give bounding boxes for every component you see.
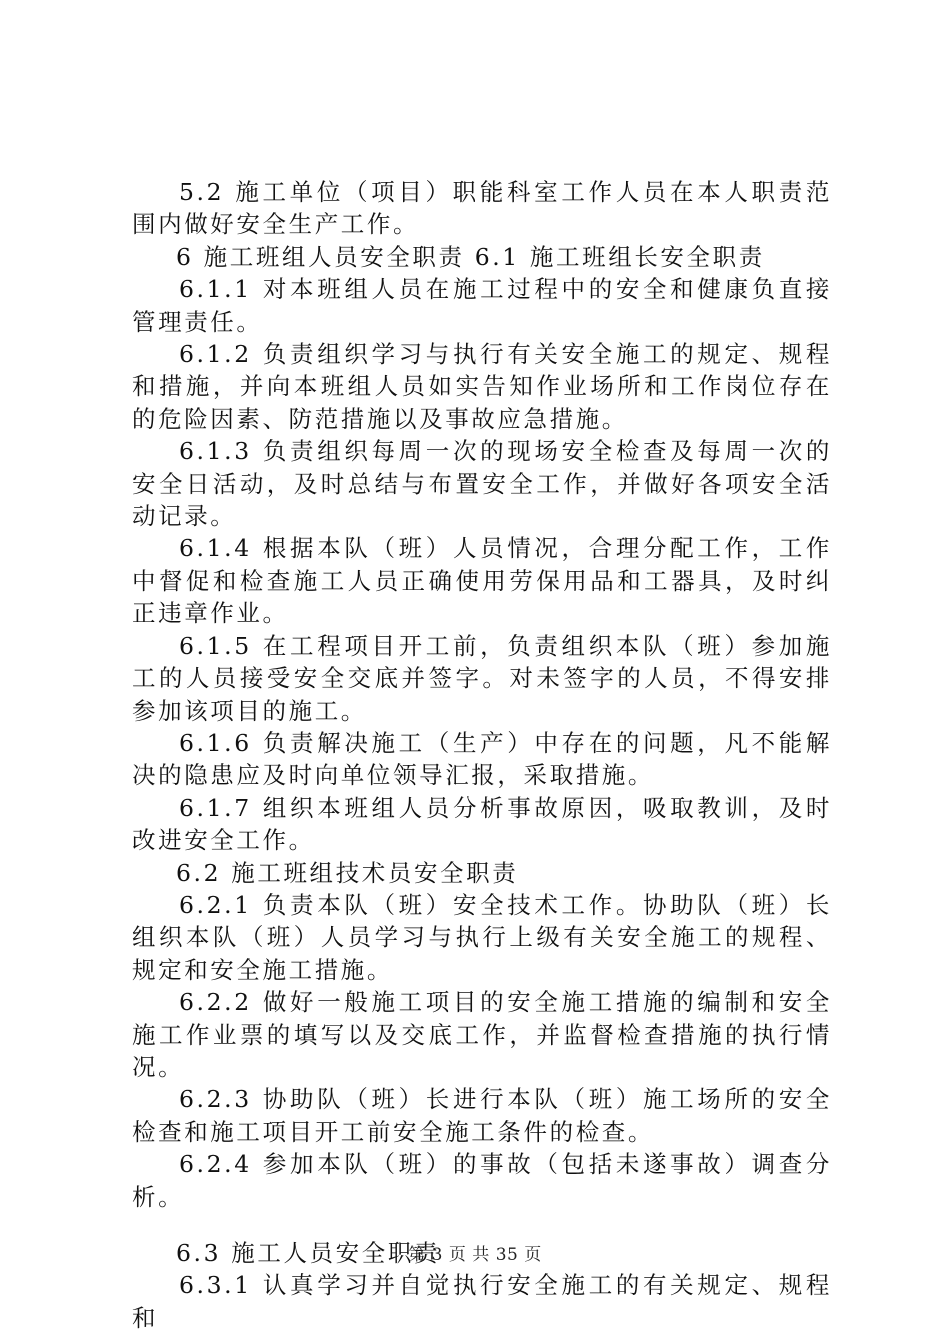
paragraph-6-2-2: 6.2.2 做好一般施工项目的安全施工措施的编制和安全施工作业票的填写以及交底工作，并监督检查措施的执行情况。 <box>132 988 832 1081</box>
paragraph-6-3-1: 6.3.1 认真学习并自觉执行安全施工的有关规定、规程和 <box>132 1271 832 1332</box>
paragraph-6-1-3: 6.1.3 负责组织每周一次的现场安全检查及每周一次的安全日活动，及时总结与布置安全工作，并做好各项安全活动记录。 <box>132 437 832 531</box>
paragraph-gap <box>132 1213 832 1237</box>
paragraph-6-1-1: 6.1.1 对本班组人员在施工过程中的安全和健康负直接管理责任。 <box>132 275 832 336</box>
paragraph-6-1-2: 6.1.2 负责组织学习与执行有关安全施工的规定、规程和措施，并向本班组人员如实告知作业场所和工作岗位存在的危险因素、防范措施以及事故应急措施。 <box>132 340 832 433</box>
paragraph-6-2-3: 6.2.3 协助队（班）长进行本队（班）施工场所的安全检查和施工项目开工前安全施工条件的检查。 <box>132 1085 832 1146</box>
paragraph-6-1-4: 6.1.4 根据本队（班）人员情况，合理分配工作，工作中督促和检查施工人员正确使用劳保用品和工器具，及时纠正违章作业。 <box>132 534 832 628</box>
document-body <box>132 176 832 1334</box>
page-footer: 第 3 页 共 35 页 <box>408 1245 542 1265</box>
section-heading-6: 6 施工班组人员安全职责 6.1 施工班组长安全职责 <box>176 242 765 271</box>
paragraph-6-1-6: 6.1.6 负责解决施工（生产）中存在的问题，凡不能解决的隐患应及时向单位领导汇报，采取措施。 <box>132 728 832 790</box>
paragraph-5-2: 5.2 施工单位（项目）职能科室工作人员在本人职责范围内做好安全生产工作。 <box>132 178 832 239</box>
section-heading-6-3: 6.3 施工人员安全职责 <box>176 1239 441 1267</box>
paragraph-6-2-1: 6.2.1 负责本队（班）安全技术工作。协助队（班）长组织本队（班）人员学习与执行上级有关安全施工的规程、规定和安全施工措施。 <box>132 890 832 984</box>
paragraph-6-1-7: 6.1.7 组织本班组人员分析事故原因，吸取教训，及时改进安全工作。 <box>132 793 832 855</box>
paragraph-6-1-5: 6.1.5 在工程项目开工前，负责组织本队（班）参加施工的人员接受安全交底并签字。对未签字的人员，不得安排参加该项目的施工。 <box>132 631 832 725</box>
section-heading-6-2: 6.2 施工班组技术员安全职责 <box>176 858 519 887</box>
paragraph-6-2-4: 6.2.4 参加本队（班）的事故（包括未遂事故）调查分析。 <box>132 1150 832 1211</box>
